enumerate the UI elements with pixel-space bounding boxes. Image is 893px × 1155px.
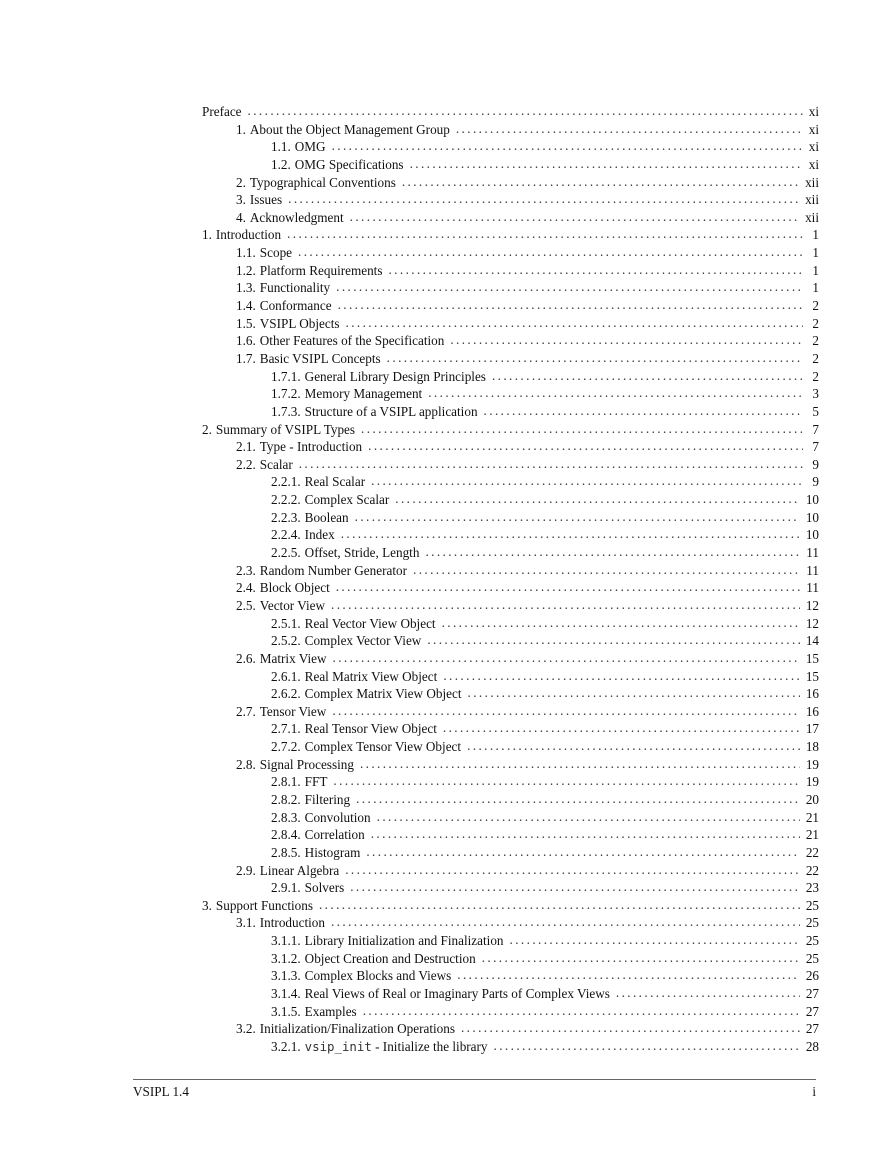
toc-dot-leader bbox=[510, 931, 800, 949]
toc-entry-number: 1.2. bbox=[236, 262, 256, 278]
toc-entry[interactable] bbox=[202, 738, 819, 756]
toc-entry[interactable] bbox=[202, 509, 819, 527]
toc-entry-number: 2. bbox=[236, 174, 246, 190]
toc-entry[interactable] bbox=[202, 950, 819, 968]
toc-entry-page: 1 bbox=[812, 227, 819, 243]
toc-entry-title: Filtering bbox=[304, 791, 351, 807]
toc-entry-title: Tensor View bbox=[259, 703, 327, 719]
toc-entry[interactable] bbox=[202, 262, 819, 280]
toc-entry-number: 2.4. bbox=[236, 580, 256, 596]
toc-entry[interactable] bbox=[202, 526, 819, 544]
toc-dot-leader bbox=[336, 578, 801, 596]
toc-entry[interactable] bbox=[202, 1020, 819, 1038]
toc-entry-number: 2.3. bbox=[236, 562, 256, 578]
toc-entry-page: 5 bbox=[812, 403, 819, 419]
toc-dot-leader bbox=[428, 384, 803, 402]
toc-dot-leader bbox=[331, 913, 800, 931]
toc-entry[interactable] bbox=[202, 279, 819, 297]
toc-entry-number: 2.2.2. bbox=[271, 492, 301, 508]
toc-entry-title: Complex Blocks and Views bbox=[304, 968, 452, 984]
toc-entry[interactable] bbox=[202, 209, 819, 227]
toc-entry-title: Matrix View bbox=[259, 650, 327, 666]
toc-entry-number: 3.2. bbox=[236, 1021, 256, 1037]
toc-entry-title: Boolean bbox=[304, 509, 349, 525]
toc-entry[interactable] bbox=[202, 121, 819, 139]
toc-entry-title: Real Tensor View Object bbox=[304, 721, 437, 737]
toc-entry-page: 10 bbox=[805, 492, 819, 508]
toc-entry-title: Complex Matrix View Object bbox=[304, 686, 462, 702]
toc-dot-leader bbox=[299, 455, 803, 473]
toc-entry[interactable] bbox=[202, 985, 819, 1003]
toc-entry-title: FFT bbox=[304, 774, 328, 790]
toc-entry-title: Introduction bbox=[215, 227, 282, 243]
toc-entry-number: 2.6.2. bbox=[271, 686, 301, 702]
toc-entry-title: Index bbox=[304, 527, 335, 543]
toc-dot-leader bbox=[457, 966, 800, 984]
toc-entry-title: Acknowledgment bbox=[249, 209, 344, 225]
toc-entry-page: 11 bbox=[806, 580, 819, 596]
toc-dot-leader bbox=[333, 649, 800, 667]
toc-entry[interactable] bbox=[202, 703, 819, 721]
toc-entry-number: 1.7.3. bbox=[271, 403, 301, 419]
toc-entry-number: 1.7.1. bbox=[271, 368, 301, 384]
toc-entry-title: Correlation bbox=[304, 827, 365, 843]
toc-entry[interactable] bbox=[202, 350, 819, 368]
toc-entry-page: 22 bbox=[805, 862, 819, 878]
toc-dot-leader bbox=[494, 1037, 800, 1055]
toc-entry-page: 19 bbox=[805, 774, 819, 790]
toc-entry[interactable] bbox=[202, 826, 819, 844]
toc-entry-page: 27 bbox=[805, 986, 819, 1002]
toc-entry-number: 2.2.1. bbox=[271, 474, 301, 490]
toc-entry-page: 25 bbox=[805, 950, 819, 966]
toc-entry-page: 2 bbox=[812, 350, 819, 366]
toc-entry[interactable] bbox=[202, 685, 819, 703]
toc-entry-page: 14 bbox=[805, 633, 819, 649]
toc-entry[interactable] bbox=[202, 597, 819, 615]
toc-entry[interactable] bbox=[202, 1003, 819, 1021]
toc-entry[interactable] bbox=[202, 244, 819, 262]
toc-entry-page: 20 bbox=[805, 791, 819, 807]
toc-entry-number: 3. bbox=[236, 192, 246, 208]
toc-entry-number: 1.5. bbox=[236, 315, 256, 331]
toc-dot-leader bbox=[338, 296, 803, 314]
toc-entry-page: 2 bbox=[812, 298, 819, 314]
toc-entry-number: 1.1. bbox=[236, 245, 256, 261]
toc-entry-page: 3 bbox=[812, 386, 819, 402]
toc-entry-page: 18 bbox=[805, 739, 819, 755]
toc-entry-number: 1. bbox=[236, 121, 246, 137]
toc-dot-leader bbox=[360, 755, 800, 773]
toc-entry-title: Real Views of Real or Imaginary Parts of Complex Views bbox=[304, 986, 610, 1002]
toc-entry-number: 2.8.3. bbox=[271, 809, 301, 825]
toc-entry-page: 2 bbox=[812, 368, 819, 384]
toc-dot-leader bbox=[287, 225, 803, 243]
toc-entry-title: Complex Scalar bbox=[304, 492, 390, 508]
toc-dot-leader bbox=[350, 208, 799, 226]
toc-dot-leader bbox=[395, 490, 800, 508]
toc-entry-page: xii bbox=[805, 209, 819, 225]
toc-entry-page: 10 bbox=[805, 509, 819, 525]
toc-entry[interactable] bbox=[202, 668, 819, 686]
toc-entry[interactable] bbox=[202, 544, 819, 562]
toc-dot-leader bbox=[388, 261, 803, 279]
toc-entry-title: OMG bbox=[294, 139, 326, 155]
toc-dot-leader bbox=[456, 120, 803, 138]
toc-entry[interactable] bbox=[202, 914, 819, 932]
toc-entry-title: Signal Processing bbox=[259, 756, 354, 772]
toc-entry-title: Functionality bbox=[259, 280, 331, 296]
toc-entry[interactable] bbox=[202, 650, 819, 668]
toc-entry-number: 2.5.2. bbox=[271, 633, 301, 649]
toc-entry-page: 22 bbox=[805, 844, 819, 860]
toc-entry-number: 3.1.4. bbox=[271, 986, 301, 1002]
toc-dot-leader bbox=[319, 896, 800, 914]
toc-dot-leader bbox=[413, 561, 800, 579]
toc-entry[interactable] bbox=[202, 809, 819, 827]
toc-entry-number: 1. bbox=[202, 227, 212, 243]
toc-entry-number: 3. bbox=[202, 897, 212, 913]
toc-entry-title: Real Scalar bbox=[304, 474, 366, 490]
toc-entry-page: 23 bbox=[805, 880, 819, 896]
toc-entry-title: Type - Introduction bbox=[259, 439, 363, 455]
toc-dot-leader bbox=[248, 102, 803, 120]
toc-dot-leader bbox=[616, 984, 800, 1002]
toc-dot-leader bbox=[450, 331, 803, 349]
toc-entry-page: 11 bbox=[806, 545, 819, 561]
toc-entry-title: Issues bbox=[249, 192, 283, 208]
toc-entry-page: 21 bbox=[805, 809, 819, 825]
toc-dot-leader bbox=[371, 825, 800, 843]
toc-dot-leader bbox=[427, 631, 799, 649]
toc-entry-page: xi bbox=[808, 139, 819, 155]
toc-entry-title: Library Initialization and Finalization bbox=[304, 933, 504, 949]
toc-entry-title: Block Object bbox=[259, 580, 330, 596]
toc-dot-leader bbox=[288, 190, 799, 208]
toc-entry-title: VSIPL Objects bbox=[259, 315, 340, 331]
toc-entry-title: Examples bbox=[304, 1003, 357, 1019]
toc-dot-leader bbox=[331, 596, 800, 614]
toc-dot-leader bbox=[442, 614, 800, 632]
toc-entry-page: xi bbox=[808, 156, 819, 172]
toc-dot-leader bbox=[461, 1019, 800, 1037]
toc-entry[interactable] bbox=[202, 491, 819, 509]
toc-entry-page: 26 bbox=[805, 968, 819, 984]
toc-dot-leader bbox=[371, 472, 803, 490]
toc-entry-number: 2.8.4. bbox=[271, 827, 301, 843]
toc-dot-leader bbox=[443, 667, 800, 685]
toc-entry-title: Typographical Conventions bbox=[249, 174, 396, 190]
toc-dot-leader bbox=[356, 790, 800, 808]
toc-entry-title: Linear Algebra bbox=[259, 862, 340, 878]
toc-entry-page: 9 bbox=[812, 456, 819, 472]
toc-entry-title: Platform Requirements bbox=[259, 262, 383, 278]
toc-entry-title: Scalar bbox=[259, 456, 293, 472]
toc-dot-leader bbox=[402, 173, 799, 191]
toc-entry-number: 3.1. bbox=[236, 915, 256, 931]
toc-entry-page: 7 bbox=[812, 439, 819, 455]
toc-entry-page: 2 bbox=[812, 333, 819, 349]
toc-entry-number: 2.9.1. bbox=[271, 880, 301, 896]
toc-entry[interactable] bbox=[202, 456, 819, 474]
toc-dot-leader bbox=[332, 702, 800, 720]
toc-dot-leader bbox=[410, 155, 803, 173]
toc-entry-title: Object Creation and Destruction bbox=[304, 950, 476, 966]
toc-entry-title: Conformance bbox=[259, 298, 332, 314]
toc-entry-title: Vector View bbox=[259, 597, 326, 613]
toc-entry[interactable] bbox=[202, 403, 819, 421]
toc-entry-title: Other Features of the Specification bbox=[259, 333, 445, 349]
toc-entry-title: Real Matrix View Object bbox=[304, 668, 438, 684]
toc-entry[interactable] bbox=[202, 967, 819, 985]
toc-entry[interactable] bbox=[202, 156, 819, 174]
toc-entry[interactable] bbox=[202, 315, 819, 333]
toc-entry-page: xii bbox=[805, 192, 819, 208]
toc-entry[interactable] bbox=[202, 473, 819, 491]
toc-entry[interactable] bbox=[202, 897, 819, 915]
toc-entry-page: 25 bbox=[805, 897, 819, 913]
toc-entry-title: OMG Specifications bbox=[294, 156, 404, 172]
toc-entry-number: 1.6. bbox=[236, 333, 256, 349]
toc-entry-number: 3.2.1. bbox=[271, 1038, 301, 1054]
toc-entry[interactable] bbox=[202, 615, 819, 633]
toc-dot-leader bbox=[377, 808, 800, 826]
toc-entry-title: Histogram bbox=[304, 844, 361, 860]
toc-entry-number: 1.4. bbox=[236, 298, 256, 314]
toc-entry-title: Summary of VSIPL Types bbox=[215, 421, 356, 437]
toc-entry-number: 3.1.1. bbox=[271, 933, 301, 949]
toc-entry-number: 2.8. bbox=[236, 756, 256, 772]
toc-dot-leader bbox=[345, 861, 800, 879]
toc-entry-title: Support Functions bbox=[215, 897, 313, 913]
toc-entry-number: 2.1. bbox=[236, 439, 256, 455]
toc-entry-page: 16 bbox=[805, 703, 819, 719]
toc-entry-page: 25 bbox=[805, 915, 819, 931]
toc-entry[interactable] bbox=[202, 421, 819, 439]
toc-entry[interactable] bbox=[202, 579, 819, 597]
toc-dot-leader bbox=[387, 349, 803, 367]
toc-entry-page: 15 bbox=[805, 668, 819, 684]
toc-entry-number: 2.2.4. bbox=[271, 527, 301, 543]
toc-entry-number: 2.2. bbox=[236, 456, 256, 472]
toc-entry-page: 27 bbox=[805, 1021, 819, 1037]
toc-dot-leader bbox=[425, 543, 800, 561]
toc-entry-page: 16 bbox=[805, 686, 819, 702]
toc-dot-leader bbox=[298, 243, 803, 261]
toc-entry-page: 27 bbox=[805, 1003, 819, 1019]
toc-dot-leader bbox=[467, 737, 800, 755]
toc-dot-leader bbox=[355, 508, 800, 526]
toc-entry-page: 7 bbox=[812, 421, 819, 437]
toc-entry-page: xi bbox=[808, 121, 819, 137]
toc-entry-page: 1 bbox=[812, 245, 819, 261]
toc-entry-title: Complex Tensor View Object bbox=[304, 739, 462, 755]
toc-dot-leader bbox=[332, 137, 803, 155]
footer-document-version: VSIPL 1.4 bbox=[133, 1084, 189, 1099]
toc-entry-number: 2.8.2. bbox=[271, 791, 301, 807]
toc-entry-number: 1.7. bbox=[236, 350, 256, 366]
toc-entry-title: Scope bbox=[259, 245, 293, 261]
toc-entry-page: 1 bbox=[812, 280, 819, 296]
toc-entry-number: 2.6.1. bbox=[271, 668, 301, 684]
toc-entry-code: vsip_init bbox=[304, 1038, 372, 1054]
toc-entry-title: Initialization/Finalization Operations bbox=[259, 1021, 455, 1037]
toc-entry-page: 10 bbox=[805, 527, 819, 543]
toc-entry-page: 12 bbox=[805, 597, 819, 613]
toc-entry[interactable] bbox=[202, 174, 819, 192]
toc-entry-title: Convolution bbox=[304, 809, 371, 825]
toc-entry-title: Random Number Generator bbox=[259, 562, 407, 578]
toc-entry-title: Structure of a VSIPL application bbox=[304, 403, 478, 419]
toc-entry-number: 2.6. bbox=[236, 650, 256, 666]
toc-entry-page: 11 bbox=[806, 562, 819, 578]
toc-entry-page: 15 bbox=[805, 650, 819, 666]
toc-dot-leader bbox=[484, 402, 803, 420]
toc-dot-leader bbox=[346, 314, 803, 332]
toc-entry-number: 2.7. bbox=[236, 703, 256, 719]
toc-entry-number: 2.7.1. bbox=[271, 721, 301, 737]
toc-entry[interactable] bbox=[202, 438, 819, 456]
toc-entry[interactable] bbox=[202, 1038, 819, 1056]
toc-entry-number: 2.5.1. bbox=[271, 615, 301, 631]
toc-entry-number: 1.2. bbox=[271, 156, 291, 172]
toc-dot-leader bbox=[482, 949, 800, 967]
toc-dot-leader bbox=[341, 525, 800, 543]
toc-entry[interactable] bbox=[202, 720, 819, 738]
toc-dot-leader bbox=[368, 437, 803, 455]
toc-entry[interactable] bbox=[202, 756, 819, 774]
toc-entry-number: 1.3. bbox=[236, 280, 256, 296]
toc-entry-number: 2.8.1. bbox=[271, 774, 301, 790]
toc-entry-page: 25 bbox=[805, 933, 819, 949]
toc-entry[interactable] bbox=[202, 879, 819, 897]
toc-entry-page: 17 bbox=[805, 721, 819, 737]
toc-entry-title: Real Vector View Object bbox=[304, 615, 436, 631]
toc-entry-page: 2 bbox=[812, 315, 819, 331]
toc-entry[interactable] bbox=[202, 844, 819, 862]
toc-entry-number: 2.2.3. bbox=[271, 509, 301, 525]
toc-dot-leader bbox=[336, 278, 803, 296]
toc-entry[interactable] bbox=[202, 297, 819, 315]
toc-entry-page: 9 bbox=[812, 474, 819, 490]
toc-entry-number: 2.2.5. bbox=[271, 545, 301, 561]
toc-entry-number: 3.1.5. bbox=[271, 1003, 301, 1019]
toc-dot-leader bbox=[366, 843, 799, 861]
toc-entry-page: 19 bbox=[805, 756, 819, 772]
toc-entry[interactable] bbox=[202, 385, 819, 403]
toc-entry-title: Complex Vector View bbox=[304, 633, 422, 649]
toc-entry-title: About the Object Management Group bbox=[249, 121, 450, 137]
footer-divider bbox=[133, 1079, 816, 1080]
toc-entry-title-suffix: - Initialize the library bbox=[371, 1038, 488, 1054]
toc-entry-number: 2.8.5. bbox=[271, 844, 301, 860]
toc-dot-leader bbox=[443, 719, 800, 737]
toc-entry[interactable] bbox=[202, 632, 819, 650]
toc-entry-page: 28 bbox=[805, 1038, 819, 1054]
toc-entry-number: 1.7.2. bbox=[271, 386, 301, 402]
toc-entry-title: Offset, Stride, Length bbox=[304, 545, 420, 561]
footer-page-number: i bbox=[812, 1084, 816, 1099]
toc-entry-number: 1.1. bbox=[271, 139, 291, 155]
toc-entry-title: Basic VSIPL Concepts bbox=[259, 350, 381, 366]
toc-dot-leader bbox=[363, 1002, 800, 1020]
toc-entry-number: 2.5. bbox=[236, 597, 256, 613]
toc-entry[interactable] bbox=[202, 791, 819, 809]
toc-entry[interactable] bbox=[202, 332, 819, 350]
toc-entry-title: Introduction bbox=[259, 915, 325, 931]
toc-entry-title: General Library Design Principles bbox=[304, 368, 486, 384]
toc-dot-leader bbox=[333, 772, 799, 790]
toc-entry-number: 3.1.3. bbox=[271, 968, 301, 984]
toc-entry[interactable] bbox=[202, 773, 819, 791]
toc-entry[interactable] bbox=[202, 226, 819, 244]
toc-entry-page: xii bbox=[805, 174, 819, 190]
toc-entry[interactable] bbox=[202, 562, 819, 580]
toc-entry-number: 2. bbox=[202, 421, 212, 437]
toc-dot-leader bbox=[468, 684, 800, 702]
toc-entry-page: 1 bbox=[812, 262, 819, 278]
toc-entry-page: xi bbox=[808, 104, 819, 119]
toc-entry[interactable] bbox=[202, 191, 819, 209]
toc-entry-title: Preface bbox=[202, 104, 242, 119]
toc-entry-number: 4. bbox=[236, 209, 246, 225]
toc-entry-number: 2.7.2. bbox=[271, 739, 301, 755]
toc-dot-leader bbox=[361, 420, 803, 438]
toc-entry-number: 3.1.2. bbox=[271, 950, 301, 966]
toc-entry-title: Solvers bbox=[304, 880, 345, 896]
toc-entry[interactable] bbox=[202, 138, 819, 156]
toc-dot-leader bbox=[492, 367, 803, 385]
toc-entry[interactable] bbox=[202, 932, 819, 950]
toc-entry[interactable] bbox=[202, 862, 819, 880]
toc-entry[interactable] bbox=[202, 103, 819, 121]
table-of-contents bbox=[202, 103, 819, 1056]
toc-entry[interactable] bbox=[202, 368, 819, 386]
toc-entry-page: 21 bbox=[805, 827, 819, 843]
toc-entry-number: 2.9. bbox=[236, 862, 256, 878]
toc-dot-leader bbox=[350, 878, 800, 896]
toc-entry-title: Memory Management bbox=[304, 386, 423, 402]
toc-entry-page: 12 bbox=[805, 615, 819, 631]
